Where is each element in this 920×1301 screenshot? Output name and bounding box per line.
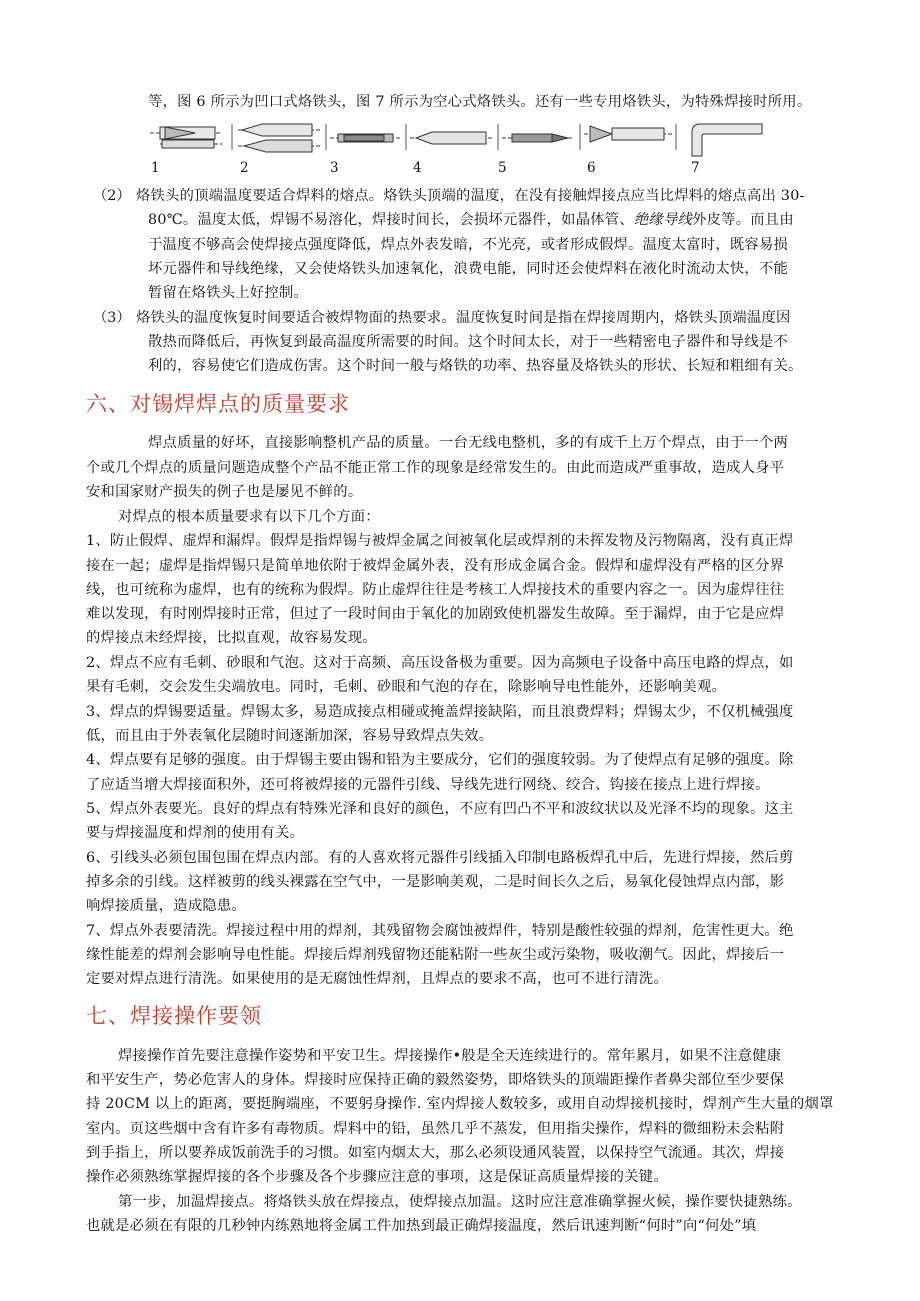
item-2-line-1: 烙铁头的顶端温度要适合焊料的熔点。烙铁头顶端的温度，在没有接触焊接点应当比焊料的熔点高出 30- <box>136 188 805 204</box>
tip-1-drawing <box>150 127 222 148</box>
point-3-line-1: 3、焊点的焊锡要适量。焊锡太多，易造成接点相碰或掩盖焊接缺陷，而且浪费焊料；焊锡太少，不仅机械强度 <box>86 704 794 720</box>
section-7-title: 七、焊接操作要领 <box>86 1004 262 1028</box>
point-6-line-1: 6、引线头必须包围包围在焊点内部。有的人喜欢将元器件引线插入印制电路板焊孔中后，先进行焊接，然后剪 <box>86 850 794 866</box>
item-3-line-2: 散热而降低后，再恢复到最高温度所需要的时间。这个时间太长，对于一些精密电子器件和导线是不 <box>148 334 789 350</box>
section-6-p1-line-3: 安和国家财产损失的例子也是屡见不鲜的。 <box>86 484 363 500</box>
section-6-title: 六、对锡焊焊点的质量要求 <box>86 392 350 416</box>
point-4-line-1: 4、焊点要有足够的强度。由于焊锡主要由锡和铅为主要成分，它们的强度较弱。为了使焊点有足够的强度。除 <box>86 752 794 768</box>
figure-label-7: 7 <box>691 160 700 176</box>
section-7-p1-line-4: 室内。页这些烟中含有许多有毒物质。焊料中的铅，虽然几乎不蒸发，但用指尖操作，焊料的微细粉未会粘附 <box>86 1121 785 1137</box>
item-3-marker: （3） <box>93 310 131 326</box>
point-1-line-4: 难以发现，有时刚焊接时正常，但过了一段时间由于氧化的加剧致使机器发生故障。至于漏焊，由于它是应焊 <box>86 606 785 622</box>
point-3-line-2: 低，而且由于外表氧化层随时间逐渐加深，容易导致焊点失效。 <box>86 728 494 744</box>
tip-4-drawing <box>410 132 492 144</box>
figure-label-4: 4 <box>413 160 422 176</box>
figure-label-6: 6 <box>587 160 596 176</box>
point-7-line-2: 缘性能差的焊剂会影响导电性能。焊接后焊剂残留物还能粘附一些灰尘或污染物，吸收潮气。因此，焊接后一 <box>86 947 785 963</box>
section-7-p1-line-1: 焊接操作首先要注意操作姿势和平安卫生。焊接操作•般是全天连续进行的。常年累月，如果不注意健康 <box>118 1048 782 1064</box>
intro-line: 等，图 6 所示为凹口式烙铁头，图 7 所示为空心式烙铁头。还有一些专用烙铁头，为特殊焊接时所用。 <box>148 94 812 110</box>
point-4-line-2: 了应适当增大焊接面积外，还可将被焊接的元器件引线、导线先进行网绕、绞合、钩接在接点上进行焊接。 <box>86 777 770 793</box>
item-2-line-2-text-b: 外皮等。而且由 <box>692 212 794 228</box>
section-7-p1-line-3: 持 20CM 以上的距离，要挺胸端座，不要躬身操作. 室内焊接人数较多，或用自动焊接机接时，焊剂产生大量的烟罩 <box>86 1096 834 1112</box>
item-2-line-2-text-a: 80℃。温度太低，焊锡不易溶化，焊接时间长，会损坏元器件，如晶体管、 <box>148 212 634 228</box>
item-2-line-2 <box>148 210 794 230</box>
figure-label-1: 1 <box>151 160 160 176</box>
point-1-line-1: 1、防止假焊、虚焊和漏焊。假焊是指焊锡与被焊金属之间被氧化层或焊剂的未挥发物及污物隔离，没有真正焊 <box>86 533 794 549</box>
figure-label-3: 3 <box>330 160 339 176</box>
point-7-line-1: 7、焊点外表要清洗。焊接过程中用的焊剂，其残留物会腐蚀被焊件，特别是酸性较强的焊剂，危害性更大。绝 <box>86 923 794 939</box>
section-6-p1-line-1: 焊点质量的好坏，直接影响整机产品的质量。一台无线电整机，多的有成千上万个焊点，由于一个两 <box>148 435 789 451</box>
item-2-marker: （2） <box>93 188 131 204</box>
tip-7-drawing <box>692 124 762 156</box>
point-1-line-5: 的焊接点未经焊接，比拟直观，故容易发现。 <box>86 630 377 646</box>
section-7-p1-line-5: 到手指上，所以要养成饭前洗手的习惯。如室内烟太大，那么必须设通风装置，以保持空气流通。其次，焊接 <box>86 1145 785 1161</box>
section-7-p1-line-6: 操作必须熟练掌握焊接的各个步骤及各个步骤应注意的事项，这是保证高质量焊接的关键。 <box>86 1169 668 1185</box>
tip-6-drawing <box>584 126 672 142</box>
section-7-p2-line-2: 也就是必须在有限的几秒钟内练熟地将金属工件加热到最正确焊接温度，然后讯速判断“何时”向“何处”填 <box>86 1218 757 1234</box>
figure-label-2: 2 <box>240 160 249 176</box>
point-5-line-2: 要与焊接温度和焊剂的使用有关。 <box>86 825 305 841</box>
section-7-p2-line-1: 第一步，加温焊接点。将烙铁头放在焊接点，使焊接点加温。这时应注意准确掌握火候，操作要快捷熟练。 <box>118 1194 802 1210</box>
point-5-line-1: 5、焊点外表要光。良好的焊点有特殊光泽和良好的颜色，不应有凹凸不平和波纹状以及光泽不均的现象。这主 <box>86 801 794 817</box>
point-6-line-2: 掉多余的引线。这样被剪的线头裸露在空气中，一是影响美观，二是时间长久之后，易氧化侵蚀焊点内部，影 <box>86 874 785 890</box>
item-2-line-5: 暂留在烙铁头上好控制。 <box>148 285 309 301</box>
item-2-line-4: 坏元器件和导线绝缘，又会使烙铁头加速氧化，浪费电能，同时还会使焊料在液化时流动太快，不能 <box>148 261 789 277</box>
item-3-line-3: 利的，容易使它们造成伤害。这个时间一般与烙铁的功率、热容量及烙铁头的形状、长短和粗细有关。 <box>148 358 803 374</box>
point-1-line-3: 线，也可统称为虚焊，也有的统称为假焊。防止虚焊往往是考核工人焊接技术的重要内容之一。因为虚焊往往 <box>86 582 785 598</box>
section-6-p2: 对焊点的根本质量要求有以下几个方面： <box>118 509 380 525</box>
point-2-line-1: 2、焊点不应有毛刺、砂眼和气泡。这对于高频、高压设备极为重要。因为高频电子设备中高压电路的焊点，如 <box>86 655 794 671</box>
point-7-line-3: 定要对焊点进行清洗。如果使用的是无腐蚀性焊剂，且焊点的要求不高，也可不进行清洗。 <box>86 971 668 987</box>
tip-3-drawing <box>330 134 400 142</box>
section-6-p1-line-2: 个或几个焊点的质量问题造成整个产品不能正常工作的现象是经常发生的。由此而造成严重事故，造成人身平 <box>86 460 785 476</box>
point-6-line-3: 响焊接质量，造成隐患。 <box>86 898 247 914</box>
tip-5-drawing <box>502 134 574 142</box>
point-2-line-2: 果有毛刺，交会发生尖端放电。同时，毛刺、砂眼和气泡的存在，除影响导电性能外，还影响美观。 <box>86 679 727 695</box>
item-2-line-2-italic: 绝缘导线 <box>633 212 693 228</box>
item-3-line-1: 烙铁头的温度恢复时间要适合被焊物面的热要求。温度恢复时间是指在焊接周期内，烙铁头顶端温度因 <box>136 310 791 326</box>
section-7-p1-line-2: 和平安生产，势必危害人的身体。焊接时应保持正确的毅然姿势，即烙铁头的顶端距操作者鼻尖部位至少要保 <box>86 1072 785 1088</box>
tip-2-drawing <box>238 124 322 152</box>
soldering-tips-drawing <box>0 0 920 180</box>
point-1-line-2: 接在一起；虚焊是指焊锡只是简单地依附于被焊金属外表，没有形成金属合金。假焊和虚焊没有严格的区分界 <box>86 558 785 574</box>
figure-label-5: 5 <box>498 160 507 176</box>
item-2-line-3: 于温度不够高会使焊接点强度降低，焊点外表发暗，不光亮，或者形成假焊。温度太富时，既容易损 <box>148 237 789 253</box>
